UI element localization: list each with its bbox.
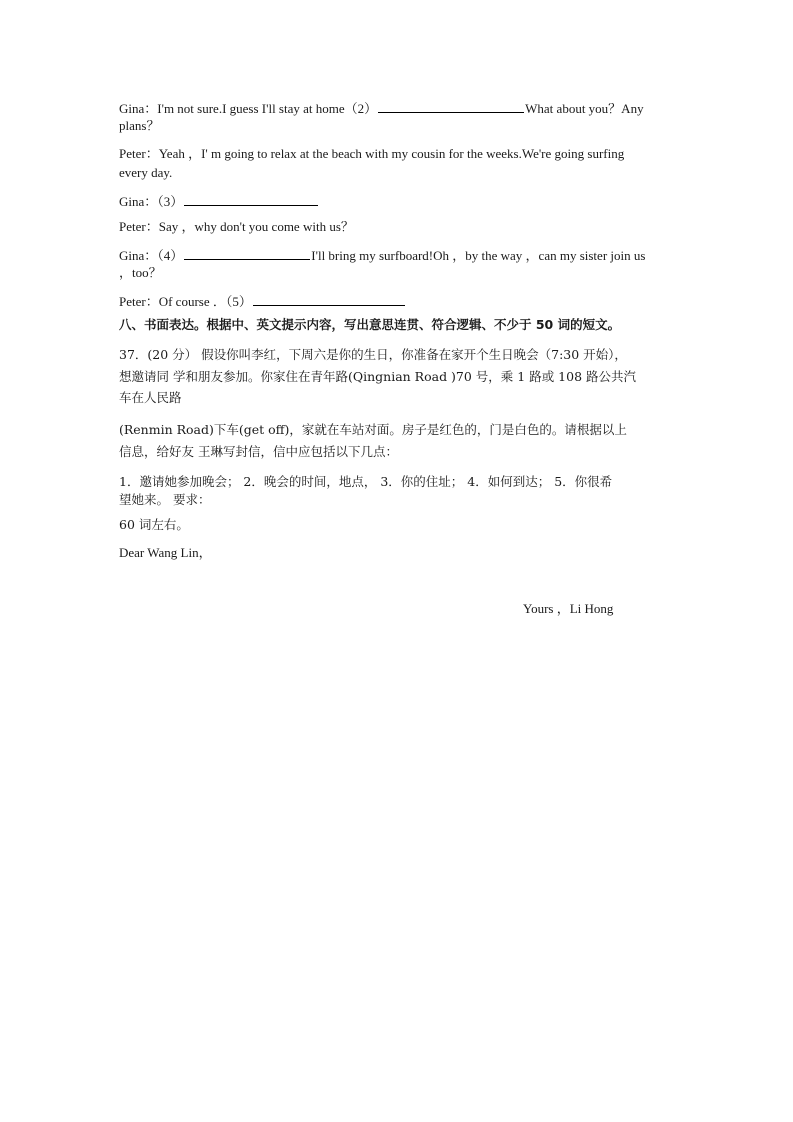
question-line: 60 词左右。 [119, 517, 189, 532]
answer-blank-2[interactable] [378, 98, 524, 113]
dialogue-text: Gina：（3） [119, 194, 184, 209]
answer-blank-5[interactable] [253, 291, 405, 306]
question-line: 望她来。 要求： [119, 492, 211, 507]
dialogue-line-peter-3 [119, 291, 674, 311]
dialogue-text: What about you？Any [525, 101, 644, 116]
dialogue-text: Gina：（4） [119, 248, 184, 263]
question-line: 37．(20 分） 假设你叫李红，下周六是你的生日，你准备在家开个生日晚会（7:30 开始）， [119, 347, 627, 362]
dialogue-line-continuation [119, 164, 674, 182]
dialogue-line-gina-4 [119, 245, 674, 265]
question-line: 信息，给好友 王琳写封信，信中应包括以下几点： [119, 444, 398, 459]
dialogue-line-continuation [119, 264, 674, 282]
dialogue-line-gina-3 [119, 191, 674, 211]
letter-salutation: Dear Wang Lin， [119, 545, 212, 560]
dialogue-line-gina-2 [119, 98, 674, 118]
question-line: 想邀请同 学和朋友参加。你家住在青年路(Qingnian Road )70 号，乘 1 路或 108 路公共汽 [119, 369, 636, 384]
question-line: 1．邀请她参加晚会； 2．晚会的时间，地点， 3．你的住址； 4．如何到达； 5．你很希 [119, 474, 613, 489]
dialogue-text: I'll bring my surfboard!Oh ，by the way ，can my sister join us [311, 248, 646, 263]
letter-signature: Yours ，Li Hong [523, 601, 614, 616]
dialogue-text: every day. [119, 165, 173, 180]
dialogue-text: plans？ [119, 118, 160, 133]
dialogue-text: Peter：Of course ．（5） [119, 294, 252, 309]
question-line: 车在人民路 [119, 390, 182, 405]
dialogue-line-continuation [119, 117, 674, 135]
dialogue-text: Peter：Yeah ，I' m going to relax at the beach with my cousin for the weeks.We're going surfing [119, 146, 625, 161]
question-line: (Renmin Road)下车(get off)，家就在车站对面。房子是红色的，门是白色的。请根据以上 [119, 422, 627, 437]
dialogue-text: Gina：I'm not sure.I guess I'll stay at home（2） [119, 101, 378, 116]
dialogue-text: ，too？ [119, 265, 162, 280]
answer-blank-3[interactable] [184, 191, 318, 206]
dialogue-line-peter-1 [119, 145, 674, 163]
answer-blank-4[interactable] [184, 245, 310, 260]
dialogue-text: Peter：Say ，why don't you come with us？ [119, 219, 354, 234]
section-heading: 八、书面表达。根据中、英文提示内容，写出意思连贯、符合逻辑、不少于 50 词的短文。 [119, 317, 621, 332]
dialogue-line-peter-2 [119, 218, 674, 236]
